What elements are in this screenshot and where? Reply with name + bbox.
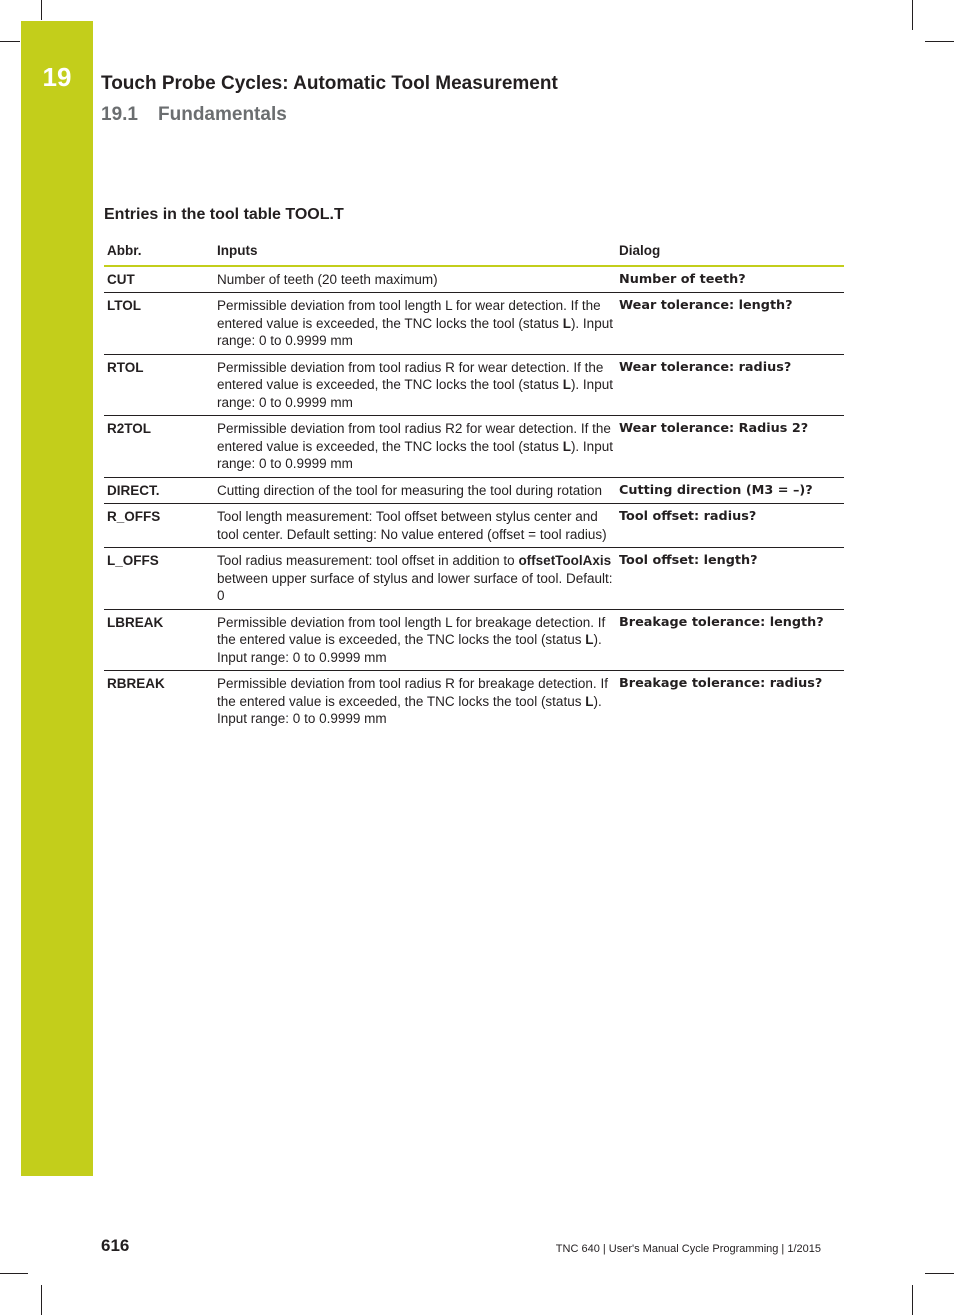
cell-abbr: L_OFFS (104, 548, 214, 610)
cell-inputs (214, 671, 616, 732)
cell-dialog: Tool offset: radius? (616, 504, 844, 548)
inputs-text: Permissible deviation from tool length L for wear detection. If the entered value is exceeded, the TNC locks the tool (status (217, 298, 601, 331)
cell-abbr: RTOL (104, 354, 214, 416)
inputs-bold-text: L (585, 693, 594, 709)
section-number: 19.1 (101, 104, 138, 125)
cell-abbr: R2TOL (104, 416, 214, 478)
inputs-bold-text: L (562, 377, 571, 392)
table-row (104, 671, 844, 732)
cell-dialog: Number of teeth? (616, 266, 844, 293)
inputs-bold-text: offsetToolAxis (518, 553, 612, 568)
inputs-text: Number of teeth (20 teeth maximum) (217, 271, 438, 287)
cell-dialog: Wear tolerance: length? (616, 293, 844, 355)
inputs-text: between upper surface of stylus and lower surface of tool. Default: 0 (217, 570, 613, 603)
cell-abbr: RBREAK (107, 676, 165, 691)
cell-dialog: Breakage tolerance: length? (616, 609, 844, 671)
crop-mark (0, 1273, 28, 1274)
column-header-dialog: Dialog (616, 240, 844, 266)
table-row (104, 477, 844, 504)
inputs-text: ). Input range: 0 to 0.9999 mm (217, 693, 602, 726)
inputs-text: ). Input range: 0 to 0.9999 mm (217, 315, 613, 348)
cell-inputs (214, 416, 616, 478)
column-header-abbr: Abbr. (104, 240, 214, 266)
cell-inputs (214, 266, 616, 293)
table-row (104, 548, 844, 610)
table-row (104, 266, 844, 293)
crop-mark (912, 0, 913, 30)
section-name: Fundamentals (158, 104, 287, 125)
crop-mark (925, 1273, 954, 1274)
table-row (104, 354, 844, 416)
inputs-bold-text: L (562, 438, 571, 454)
inputs-text: Permissible deviation from tool length L for breakage detection. If the entered value is exceeded, the TNC locks the tool (status (217, 614, 606, 647)
inputs-text: Tool radius measurement: tool offset in addition to (217, 553, 519, 568)
cell-inputs (214, 548, 616, 610)
cell-abbr: DIRECT. (104, 477, 214, 504)
cell-dialog: Cutting direction (M3 = –)? (616, 477, 844, 504)
cell-inputs (214, 504, 616, 548)
inputs-text: Permissible deviation from tool radius R for breakage detection. If the entered value is exceeded, the TNC locks the tool (status (217, 676, 608, 709)
cell-abbr: LTOL (104, 293, 214, 355)
cell-dialog: Breakage tolerance: radius? (619, 676, 823, 691)
crop-mark (0, 41, 20, 42)
inputs-text: Permissible deviation from tool radius R for wear detection. If the entered value is exceeded, the TNC locks the tool (status (217, 359, 604, 392)
inputs-text: ). Input range: 0 to 0.9999 mm (217, 438, 613, 471)
cell-abbr: R_OFFS (104, 504, 214, 548)
inputs-bold-text: L (585, 632, 594, 647)
inputs-text: ). Input range: 0 to 0.9999 mm (217, 632, 602, 665)
table-row (104, 609, 844, 671)
page-number: 616 (101, 1236, 130, 1255)
cell-dialog: Wear tolerance: radius? (616, 354, 844, 416)
section-title (101, 104, 287, 126)
footer-text: TNC 640 | User's Manual Cycle Programming | 1/2015 (555, 1243, 821, 1255)
crop-mark (912, 1285, 913, 1315)
tool-table (104, 240, 844, 732)
inputs-text: Permissible deviation from tool radius R2 for wear detection. If the entered value is exceeded, the TNC locks the tool (status (217, 421, 611, 454)
column-header-inputs: Inputs (214, 240, 616, 266)
table-header-row (104, 240, 844, 266)
inputs-text: Cutting direction of the tool for measuring the tool during rotation (217, 482, 602, 498)
chapter-side-band (21, 21, 93, 1176)
table-row (104, 416, 844, 478)
crop-mark (925, 41, 954, 42)
cell-inputs (214, 293, 616, 355)
inputs-text: Tool length measurement: Tool offset between stylus center and tool center. Default setting: No value entered (offset = tool radius) (217, 509, 607, 542)
inputs-text: ). Input range: 0 to 0.9999 mm (217, 377, 613, 410)
chapter-title: Touch Probe Cycles: Automatic Tool Measurement (101, 73, 558, 94)
table-heading: Entries in the tool table TOOL.T (104, 206, 344, 223)
crop-mark (41, 0, 42, 20)
inputs-bold-text: L (562, 315, 571, 331)
cell-abbr: LBREAK (104, 609, 214, 671)
table-row (104, 293, 844, 355)
cell-inputs (214, 354, 616, 416)
cell-inputs (214, 477, 616, 504)
cell-abbr: CUT (104, 266, 214, 293)
chapter-number: 19 (42, 62, 72, 92)
cell-dialog: Tool offset: length? (616, 548, 844, 610)
table-row (104, 504, 844, 548)
crop-mark (41, 1285, 42, 1315)
cell-dialog: Wear tolerance: Radius 2? (616, 416, 844, 478)
cell-inputs (214, 609, 616, 671)
